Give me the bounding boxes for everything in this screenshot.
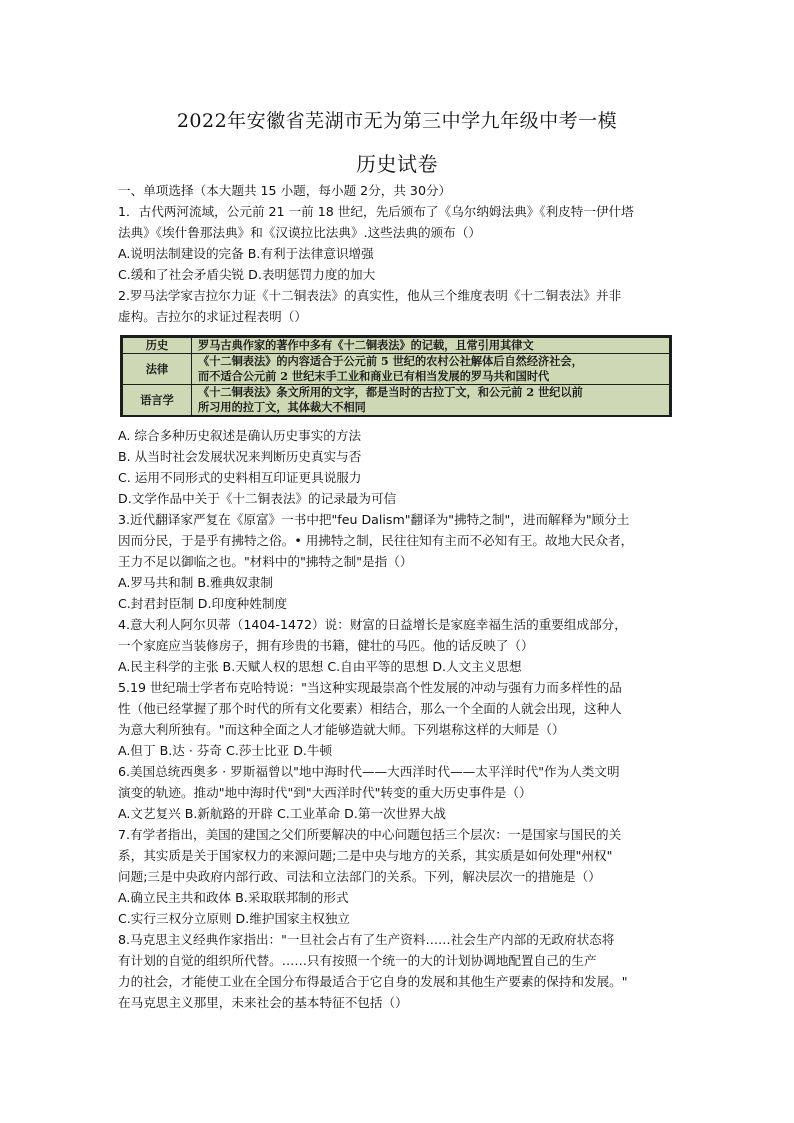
question-stem-line: 因而分民，于是乎有拂特之俗。• 用拂特之制，民往往知有主而不必知有王。故地大民众者，	[118, 533, 634, 548]
question-5	[118, 677, 678, 761]
question-stem-line: 6.美国总统西奥多 · 罗斯福曾以"地中海时代——大西洋时代——太平洋时代"作为人类文明	[118, 764, 620, 779]
table-cell-line: 《十二铜表法》的内容适合于公元前 5 世纪的农村公社解体后自然经济社会，	[198, 354, 583, 368]
question-stem-line: 有计划的自觉的组织所代替。……只有按照一个统一的大的计划协调地配置自己的生产	[118, 953, 597, 968]
source-table-image	[120, 335, 672, 417]
source-table	[122, 337, 670, 416]
table-row	[123, 385, 670, 416]
table-cell-line: 罗马古典作家的著作中多有《十二铜表法》的记载，且常引用其律文	[198, 338, 534, 352]
question-stem-line: 在马克思主义那里，未来社会的基本特征不包括（）	[118, 995, 408, 1010]
question-8	[118, 929, 678, 1013]
question-stem-line: 5.19 世纪瑞士学者布克哈特说："当这种实现最崇高个性发展的冲动与强有力而多样性的品	[118, 680, 622, 695]
table-cell-line: 而不适合公元前 2 世纪末手工业和商业已有相当发展的罗马共和国时代	[198, 369, 550, 383]
option-line: A.说明法制建设的完备 B.有利于法律意识增强	[118, 246, 374, 261]
question-stem-line: 演变的轨迹。推动"地中海时代"到"大西洋时代"转变的重大历史事件是（）	[118, 785, 532, 800]
question-stem-line: 8.马克思主义经典作家指出："一旦社会占有了生产资料……社会生产内部的无政府状态将	[118, 932, 615, 947]
table-cell	[192, 338, 670, 354]
option-line: C.封君封臣制 D.印度种姓制度	[118, 596, 288, 611]
question-stem-line: 1．古代两河流域，公元前 21 一前 18 世纪，先后颁布了《乌尔纳姆法典》《利皮特一伊什塔	[118, 204, 634, 219]
option-line: A. 综合多种历史叙述是确认历史事实的方法	[118, 428, 362, 443]
option-line: D.文学作品中关于《十二铜表法》的记录最为可信	[118, 491, 397, 506]
exam-subtitle: 历史试卷	[356, 152, 438, 176]
table-row-head: 法律	[123, 354, 192, 385]
table-row-head: 历史	[123, 338, 192, 354]
question-1	[118, 201, 678, 285]
question-stem-line: 一个家庭应当装修房子，拥有珍贵的书籍，健壮的马匹。他的话反映了（）	[118, 638, 534, 653]
table-cell-line: 所习用的拉丁文，其体裁大不相同	[198, 400, 366, 414]
question-stem-line: 为意大利所独有。"而这种全面之人才能够造就大师。下列堪称这样的大师是（）	[118, 722, 565, 737]
option-line: B. 从当时社会发展状况来判断历史真实与否	[118, 449, 362, 464]
question-stem-line: 力的社会，才能使工业在全国分布得最适合于它自身的发展和其他生产要素的保持和发展。"	[118, 974, 628, 989]
option-line: A.罗马共和制 B.雅典奴隶制	[118, 575, 273, 590]
option-line: A.但丁 B.达 · 芬奇 C.莎士比亚 D.牛顿	[118, 743, 333, 758]
question-stem-line: 问题;三是中央政府内部行政、司法和立法部门的关系。下列，解决层次一的措施是（）	[118, 869, 601, 884]
exam-body	[118, 180, 678, 1013]
option-line: A.确立民主共和政体 B.采取联邦制的形式	[118, 890, 349, 905]
table-cell	[192, 354, 670, 385]
table-row	[123, 338, 670, 354]
question-stem-line: 4.意大利人阿尔贝蒂（1404-1472）说：财富的日益增长是家庭幸福生活的重要组成部分，	[118, 617, 627, 632]
question-2	[118, 285, 678, 509]
option-line: C.实行三权分立原则 D.维护国家主权独立	[118, 911, 351, 926]
question-stem-line: 虚构。吉拉尔的求证过程表明（）	[118, 309, 307, 324]
option-line: A.民主科学的主张 B.天赋人权的思想 C.自由平等的思想 D.人文主义思想	[118, 659, 522, 674]
table-row-head: 语言学	[123, 385, 192, 416]
question-4	[118, 614, 678, 677]
option-line: A.文艺复兴 B.新航路的开辟 C.工业革命 D.第一次世界大战	[118, 806, 447, 821]
question-stem-line: 性（他已经掌握了那个时代的所有文化要素）相结合，那么一个全面的人就会出现，这种人	[118, 701, 622, 716]
table-cell	[192, 385, 670, 416]
section-heading: 一、单项选择（本大题共 15 小题，每小题 2分，共 30分）	[118, 183, 452, 198]
exam-title: 2022年安徽省芜湖市无为第三中学九年级中考一模	[176, 110, 618, 132]
question-stem-line: 3.近代翻译家严复在《原富》一书中把"feu Dalism"翻译为"拂特之制"，进而解释为"顾分土	[118, 512, 630, 527]
question-stem-line: 2.罗马法学家吉拉尔力证《十二铜表法》的真实性，他从三个维度表明《十二铜表法》并非	[118, 288, 622, 303]
table-row	[123, 354, 670, 385]
question-stem-line: 法典》《埃什鲁那法典》和《汉谟拉比法典》.这些法典的颁布（）	[118, 225, 481, 240]
question-7	[118, 824, 678, 929]
question-3	[118, 509, 678, 614]
question-6	[118, 761, 678, 824]
option-line: C. 运用不同形式的史料相互印证更具说服力	[118, 470, 362, 485]
question-stem-line: 7.有学者指出，美国的建国之父们所要解决的中心问题包括三个层次：一是国家与国民的关	[118, 827, 622, 842]
question-stem-line: 王力不足以御临之也。"材料中的"拂特之制"是指（）	[118, 554, 413, 569]
question-stem-line: 系，其实质是关于国家权力的来源问题;二是中央与地方的关系，其实质是如何处理"州权"	[118, 848, 613, 863]
table-cell-line: 《十二铜表法》条文所用的文字，都是当时的古拉丁文，和公元前 2 世纪以前	[198, 385, 583, 399]
option-line: C.缓和了社会矛盾尖锐 D.表明惩罚力度的加大	[118, 267, 376, 282]
